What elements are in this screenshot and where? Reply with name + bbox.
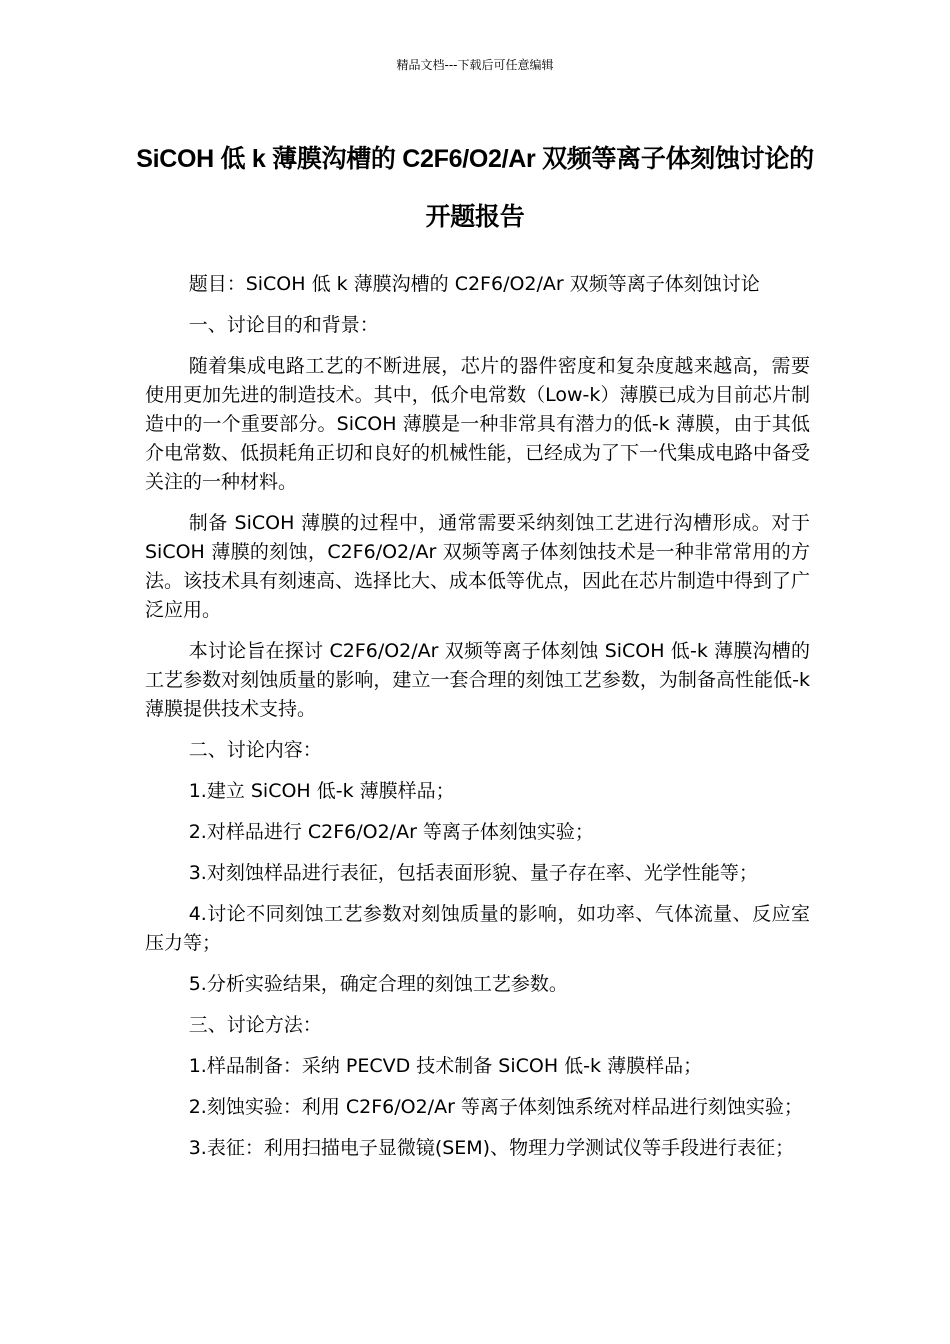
method-item-3: 3.表征：利用扫描电子显微镜(SEM)、物理力学测试仪等手段进行表征； <box>188 1137 795 1159</box>
page-title: SiCOH 低 k 薄膜沟槽的 C2F6/O2/Ar 双频等离子体刻蚀讨论的开题报告 <box>136 145 814 231</box>
content-item-3: 3.对刻蚀样品进行表征，包括表面形貌、量子存在率、光学性能等； <box>188 862 758 884</box>
background-paragraph-2: 制备 SiCOH 薄膜的过程中，通常需要采纳刻蚀工艺进行沟槽形成。对于 SiCOH 薄膜的刻蚀，C2F6/O2/Ar 双频等离子体刻蚀技术是一种非常常用的方法。该技术具有刻速高、选择比大、成本低等优点，因此在芯片制造中得到了广泛应用。 <box>145 512 811 621</box>
content-item-2: 2.对样品进行 C2F6/O2/Ar 等离子体刻蚀实验； <box>188 821 594 843</box>
content-item-1: 1.建立 SiCOH 低-k 薄膜样品； <box>188 780 455 802</box>
content-item-5: 5.分析实验结果，确定合理的刻蚀工艺参数。 <box>188 973 568 995</box>
section-heading-2: 二、讨论内容： <box>188 739 322 761</box>
content-item-4: 4.讨论不同刻蚀工艺参数对刻蚀质量的影响，如功率、气体流量、反应室压力等； <box>145 903 810 954</box>
subject-line: 题目：SiCOH 低 k 薄膜沟槽的 C2F6/O2/Ar 双频等离子体刻蚀讨论 <box>188 273 760 295</box>
header-note: 精品文档---下载后可任意编辑 <box>396 58 554 72</box>
method-item-1: 1.样品制备：采纳 PECVD 技术制备 SiCOH 低-k 薄膜样品； <box>188 1055 703 1077</box>
method-item-2: 2.刻蚀实验：利用 C2F6/O2/Ar 等离子体刻蚀系统对样品进行刻蚀实验； <box>188 1096 803 1118</box>
background-paragraph-3: 本讨论旨在探讨 C2F6/O2/Ar 双频等离子体刻蚀 SiCOH 低-k 薄膜沟槽的工艺参数对刻蚀质量的影响，建立一套合理的刻蚀工艺参数，为制备高性能低-k 薄膜提供技术支持。 <box>145 640 810 720</box>
section-heading-3: 三、讨论方法： <box>188 1014 322 1036</box>
document-body <box>145 270 810 1175</box>
section-heading-1: 一、讨论目的和背景： <box>188 314 379 336</box>
background-paragraph-1: 随着集成电路工艺的不断进展，芯片的器件密度和复杂度越来越高，需要使用更加先进的制造技术。其中，低介电常数（Low-k）薄膜已成为目前芯片制造中的一个重要部分。SiCOH 薄膜是一种非常具有潜力的低-k 薄膜，由于其低介电常数、低损耗角正切和良好的机械性能，已经成为了下一代集成电路中备受关注的一种材料。 <box>145 355 811 493</box>
